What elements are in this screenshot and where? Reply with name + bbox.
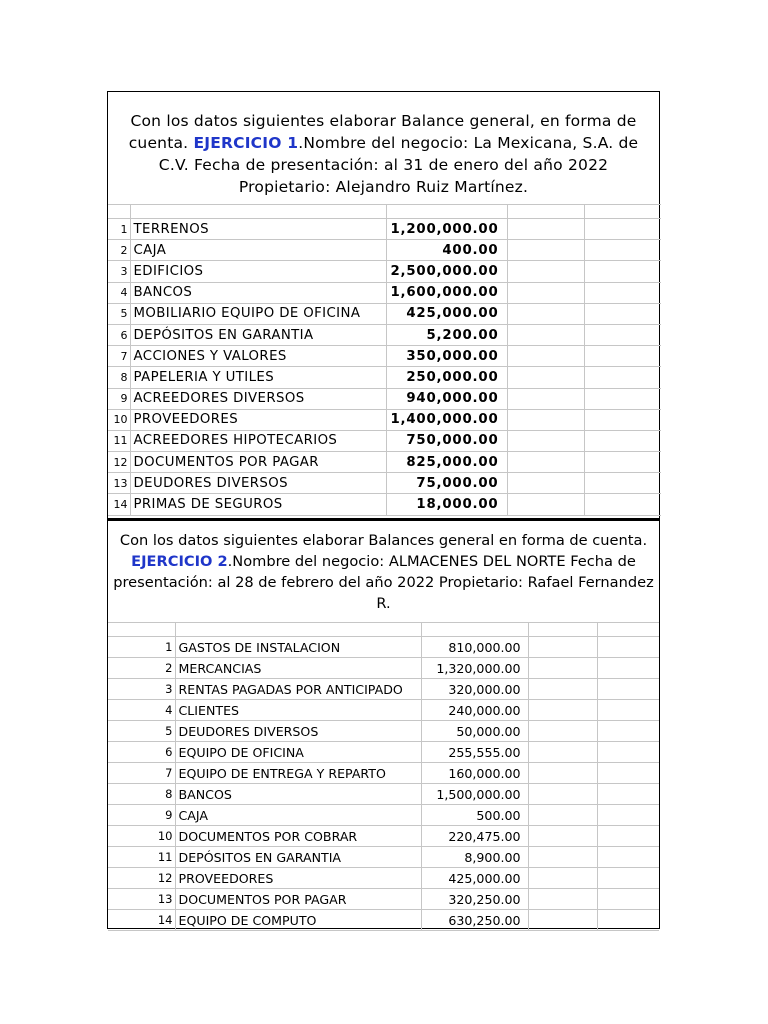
- empty-cell: [597, 637, 659, 658]
- blank-row: [108, 623, 659, 637]
- empty-cell: [507, 261, 584, 282]
- table-row: [108, 700, 659, 721]
- empty-cell: [507, 367, 584, 388]
- table-row: [108, 324, 661, 345]
- exercise-2-title: [108, 521, 659, 622]
- row-number: 9: [108, 388, 130, 409]
- empty-cell: [584, 452, 661, 473]
- row-number: 13: [108, 473, 130, 494]
- exercise-1-title-details: .Nombre del negocio: La Mexicana, S.A. de C.V. Fecha de presentación: al 31 de enero del año 2022 Propietario: Alejandro Ruiz Martínez.: [158, 134, 639, 196]
- account-value: 425,000.00: [421, 868, 528, 889]
- empty-cell: [507, 346, 584, 367]
- empty-cell: [528, 889, 597, 910]
- table-row: [108, 679, 659, 700]
- empty-cell: [597, 679, 659, 700]
- account-value: 810,000.00: [421, 637, 528, 658]
- account-name: DEUDORES DIVERSOS: [130, 473, 386, 494]
- exercise-2-sheet: [107, 519, 660, 929]
- account-value: 8,900.00: [421, 847, 528, 868]
- exercise-1-table: [108, 204, 661, 516]
- empty-cell: [597, 721, 659, 742]
- row-number: 8: [108, 367, 130, 388]
- account-name: DOCUMENTOS POR COBRAR: [175, 826, 421, 847]
- empty-cell: [584, 324, 661, 345]
- account-name: DEPÓSITOS EN GARANTIA: [130, 324, 386, 345]
- account-name: CAJA: [175, 805, 421, 826]
- table-row: [108, 346, 661, 367]
- table-row: [108, 409, 661, 430]
- empty-cell: [584, 388, 661, 409]
- account-name: PROVEEDORES: [175, 868, 421, 889]
- account-name: DOCUMENTOS POR PAGAR: [130, 452, 386, 473]
- row-number: 3: [108, 261, 130, 282]
- empty-cell: [584, 240, 661, 261]
- account-value: 2,500,000.00: [386, 261, 507, 282]
- account-value: 1,200,000.00: [386, 219, 507, 240]
- table-row: [108, 261, 661, 282]
- empty-cell: [584, 367, 661, 388]
- exercise-1-rows: [108, 205, 661, 516]
- row-number: 4: [108, 700, 175, 721]
- row-number: 1: [108, 637, 175, 658]
- table-row: [108, 430, 661, 451]
- account-value: 350,000.00: [386, 346, 507, 367]
- table-row: [108, 452, 661, 473]
- row-number: 13: [108, 889, 175, 910]
- table-row: [108, 889, 659, 910]
- row-number: 10: [108, 826, 175, 847]
- table-row: [108, 219, 661, 240]
- table-row: [108, 847, 659, 868]
- table-row: [108, 826, 659, 847]
- account-value: 750,000.00: [386, 430, 507, 451]
- account-value: 1,500,000.00: [421, 784, 528, 805]
- account-value: 400.00: [386, 240, 507, 261]
- row-number: 12: [108, 868, 175, 889]
- exercise-2-rows: [108, 623, 659, 931]
- account-value: 1,320,000.00: [421, 658, 528, 679]
- table-row: [108, 303, 661, 324]
- table-row: [108, 494, 661, 515]
- account-name: BANCOS: [130, 282, 386, 303]
- row-number: 5: [108, 721, 175, 742]
- account-name: BANCOS: [175, 784, 421, 805]
- account-value: 75,000.00: [386, 473, 507, 494]
- table-row: [108, 868, 659, 889]
- empty-cell: [507, 324, 584, 345]
- row-number: 7: [108, 763, 175, 784]
- account-value: 1,400,000.00: [386, 409, 507, 430]
- account-value: 5,200.00: [386, 324, 507, 345]
- blank-row: [108, 205, 661, 219]
- row-number: 9: [108, 805, 175, 826]
- empty-cell: [507, 473, 584, 494]
- account-name: CAJA: [130, 240, 386, 261]
- empty-cell: [507, 282, 584, 303]
- table-row: [108, 784, 659, 805]
- account-value: 320,250.00: [421, 889, 528, 910]
- account-name: PAPELERIA Y UTILES: [130, 367, 386, 388]
- table-row: [108, 805, 659, 826]
- empty-cell: [584, 261, 661, 282]
- account-value: 50,000.00: [421, 721, 528, 742]
- empty-cell: [597, 700, 659, 721]
- exercise-2-title-details: .Nombre del negocio: ALMACENES DEL NORTE Fecha de presentación: al 28 de febrero del año 2022 Propietario: Rafael Fernandez R.: [113, 553, 654, 612]
- empty-cell: [528, 679, 597, 700]
- exercise-2-title-intro: Con los datos siguientes elaborar Balances general en forma de cuenta.: [119, 532, 648, 549]
- account-name: PROVEEDORES: [130, 409, 386, 430]
- empty-cell: [597, 826, 659, 847]
- table-row: [108, 910, 659, 931]
- account-value: 255,555.00: [421, 742, 528, 763]
- account-value: 630,250.00: [421, 910, 528, 931]
- table-row: [108, 473, 661, 494]
- empty-cell: [528, 700, 597, 721]
- account-name: CLIENTES: [175, 700, 421, 721]
- empty-cell: [597, 847, 659, 868]
- row-number: 2: [108, 240, 130, 261]
- row-number: 3: [108, 679, 175, 700]
- row-number: 11: [108, 430, 130, 451]
- account-name: EQUIPO DE ENTREGA Y REPARTO: [175, 763, 421, 784]
- account-value: 425,000.00: [386, 303, 507, 324]
- empty-cell: [507, 240, 584, 261]
- account-name: DEPÓSITOS EN GARANTIA: [175, 847, 421, 868]
- row-number: 4: [108, 282, 130, 303]
- empty-cell: [584, 409, 661, 430]
- empty-cell: [597, 805, 659, 826]
- table-row: [108, 240, 661, 261]
- empty-cell: [507, 388, 584, 409]
- account-name: MOBILIARIO EQUIPO DE OFICINA: [130, 303, 386, 324]
- row-number: 1: [108, 219, 130, 240]
- empty-cell: [528, 847, 597, 868]
- table-row: [108, 742, 659, 763]
- table-row: [108, 721, 659, 742]
- empty-cell: [597, 910, 659, 931]
- empty-cell: [507, 409, 584, 430]
- account-value: 220,475.00: [421, 826, 528, 847]
- empty-cell: [507, 494, 584, 515]
- empty-cell: [528, 826, 597, 847]
- account-name: TERRENOS: [130, 219, 386, 240]
- empty-cell: [597, 784, 659, 805]
- empty-cell: [584, 219, 661, 240]
- account-name: ACREEDORES DIVERSOS: [130, 388, 386, 409]
- empty-cell: [528, 658, 597, 679]
- empty-cell: [584, 282, 661, 303]
- account-name: ACREEDORES HIPOTECARIOS: [130, 430, 386, 451]
- table-row: [108, 282, 661, 303]
- account-value: 1,600,000.00: [386, 282, 507, 303]
- row-number: 10: [108, 409, 130, 430]
- exercise-1-sheet: [107, 91, 660, 519]
- account-name: MERCANCIAS: [175, 658, 421, 679]
- row-number: 11: [108, 847, 175, 868]
- empty-cell: [507, 303, 584, 324]
- empty-cell: [528, 784, 597, 805]
- empty-cell: [597, 658, 659, 679]
- row-number: 6: [108, 742, 175, 763]
- empty-cell: [584, 346, 661, 367]
- account-name: DOCUMENTOS POR PAGAR: [175, 889, 421, 910]
- row-number: 12: [108, 452, 130, 473]
- account-value: 160,000.00: [421, 763, 528, 784]
- account-name: RENTAS PAGADAS POR ANTICIPADO: [175, 679, 421, 700]
- row-number: 7: [108, 346, 130, 367]
- empty-cell: [528, 868, 597, 889]
- table-row: [108, 388, 661, 409]
- account-name: GASTOS DE INSTALACION: [175, 637, 421, 658]
- empty-cell: [507, 452, 584, 473]
- empty-cell: [584, 430, 661, 451]
- row-number: 14: [108, 494, 130, 515]
- empty-cell: [507, 219, 584, 240]
- empty-cell: [528, 637, 597, 658]
- account-value: 240,000.00: [421, 700, 528, 721]
- account-name: PRIMAS DE SEGUROS: [130, 494, 386, 515]
- account-value: 940,000.00: [386, 388, 507, 409]
- empty-cell: [597, 742, 659, 763]
- table-row: [108, 367, 661, 388]
- table-row: [108, 763, 659, 784]
- exercise-1-title: [108, 92, 659, 204]
- account-value: 500.00: [421, 805, 528, 826]
- account-name: EDIFICIOS: [130, 261, 386, 282]
- account-value: 18,000.00: [386, 494, 507, 515]
- empty-cell: [597, 889, 659, 910]
- account-value: 320,000.00: [421, 679, 528, 700]
- table-row: [108, 637, 659, 658]
- empty-cell: [528, 805, 597, 826]
- empty-cell: [507, 430, 584, 451]
- row-number: 8: [108, 784, 175, 805]
- empty-cell: [597, 868, 659, 889]
- account-name: ACCIONES Y VALORES: [130, 346, 386, 367]
- account-name: DEUDORES DIVERSOS: [175, 721, 421, 742]
- empty-cell: [528, 721, 597, 742]
- row-number: 2: [108, 658, 175, 679]
- empty-cell: [597, 763, 659, 784]
- empty-cell: [528, 910, 597, 931]
- empty-cell: [584, 303, 661, 324]
- exercise-1-title-intro: Con los datos siguientes elaborar Balance general, en forma de cuenta.: [128, 112, 637, 152]
- account-name: EQUIPO DE COMPUTO: [175, 910, 421, 931]
- exercise-2-table: [108, 622, 659, 931]
- empty-cell: [528, 742, 597, 763]
- account-name: EQUIPO DE OFICINA: [175, 742, 421, 763]
- empty-cell: [584, 494, 661, 515]
- exercise-2-label: EJERCICIO 2: [131, 553, 228, 570]
- account-value: 825,000.00: [386, 452, 507, 473]
- row-number: 6: [108, 324, 130, 345]
- table-row: [108, 658, 659, 679]
- row-number: 14: [108, 910, 175, 931]
- account-value: 250,000.00: [386, 367, 507, 388]
- exercise-1-label: EJERCICIO 1: [193, 134, 299, 152]
- empty-cell: [584, 473, 661, 494]
- empty-cell: [528, 763, 597, 784]
- row-number: 5: [108, 303, 130, 324]
